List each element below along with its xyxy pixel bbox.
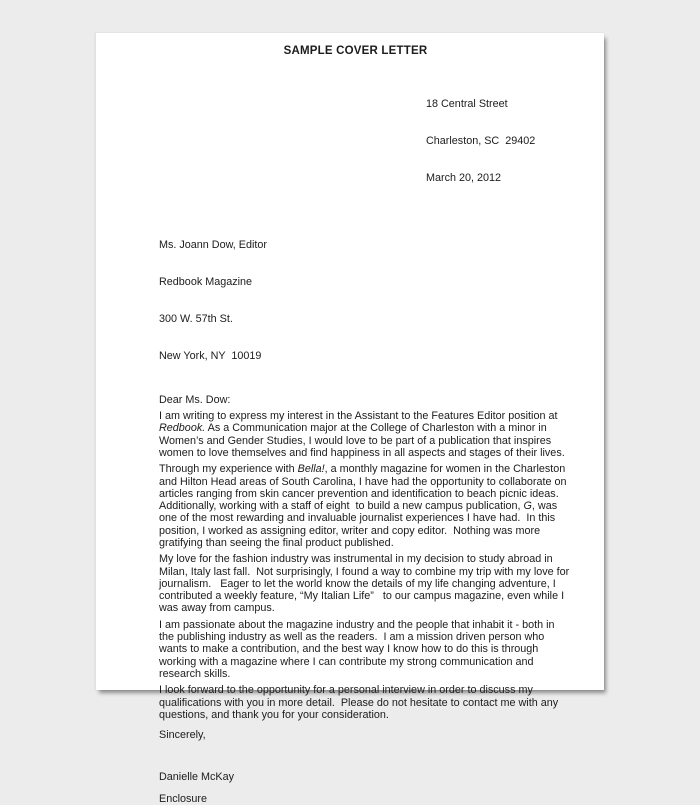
recipient-address-block (159, 215, 572, 387)
italic-publication-name: Bella! (297, 463, 325, 476)
body-paragraph-2 (159, 463, 572, 549)
italic-publication-name: G (523, 500, 532, 513)
sender-city-state-zip: Charleston, SC 29402 (426, 134, 536, 147)
paragraph-text: I am passionate about the magazine industry and the people that inhabit it - both in the publishing industry as well as the readers. I am a mission driven person who wants to make a contribution, and the best way I know how to do this is through working with a magazine where I can contribute my strong communication and research skills. (159, 618, 558, 680)
paragraph-text: , was one of the most rewarding and invaluable journalist experiences I have had. In this position, I worked as assigning editor, writer and copy editor. Nothing was more gratifying than seeing the final product published. (159, 500, 561, 549)
recipient-name-title: Ms. Joann Dow, Editor (159, 239, 268, 252)
paragraph-text: , a monthly magazine for women in the Charleston and Hilton Head areas of South Carolina, I have had the opportunity to collaborate on articles ranging from skin cancer prevention and identification to beach picnic ideas. Additionally, working with a staff of eight to build a new campus publication, (159, 463, 570, 513)
paragraph-text: My love for the fashion industry was instrumental in my decision to study abroad in Milan, Italy last fall. Not surprisingly, I found a way to combine my trip with my love for journalism. Eager to let the world know the details of my life changing adventure, I contributed a weekly feature, “My Italian Life” to our campus magazine, even while I was away from campus. (159, 553, 573, 615)
recipient-company: Redbook Magazine (159, 276, 253, 289)
paragraph-text: I am writing to express my interest in the Assistant to the Features Editor position at (159, 410, 561, 423)
recipient-street: 300 W. 57th St. (159, 312, 233, 325)
body-paragraph-3 (159, 553, 572, 614)
sender-address-block (426, 73, 572, 208)
signature-name: Danielle McKay (159, 771, 235, 784)
paragraph-text: As a Communication major at the College of Charleston with a minor in Women’s and Gender Studies, I would love to be part of a publication that inspires women to love themselves and find happiness in all aspects and stages of their lives. (159, 422, 565, 459)
closing-salutation: Sincerely, (159, 729, 206, 742)
italic-publication-name: Redbook. (159, 422, 206, 435)
enclosure-note: Enclosure (159, 792, 208, 805)
paragraph-text: Through my experience with (159, 463, 298, 476)
letter-page (95, 33, 604, 805)
letter-date: March 20, 2012 (426, 171, 502, 184)
letter-title: SAMPLE COVER LETTER (283, 45, 428, 57)
salutation: Dear Ms. Dow: (159, 393, 231, 406)
body-paragraph-1 (159, 410, 572, 459)
body-paragraph-5 (159, 684, 572, 721)
recipient-city-state-zip: New York, NY 10019 (159, 349, 262, 362)
paragraph-text: I look forward to the opportunity for a personal interview in order to discuss my qualifications with you in more detail. Please do not hesitate to contact me with any questions, and thank you for your consideration. (159, 684, 562, 721)
body-paragraph-4 (159, 619, 572, 680)
sender-street: 18 Central Street (426, 97, 508, 110)
